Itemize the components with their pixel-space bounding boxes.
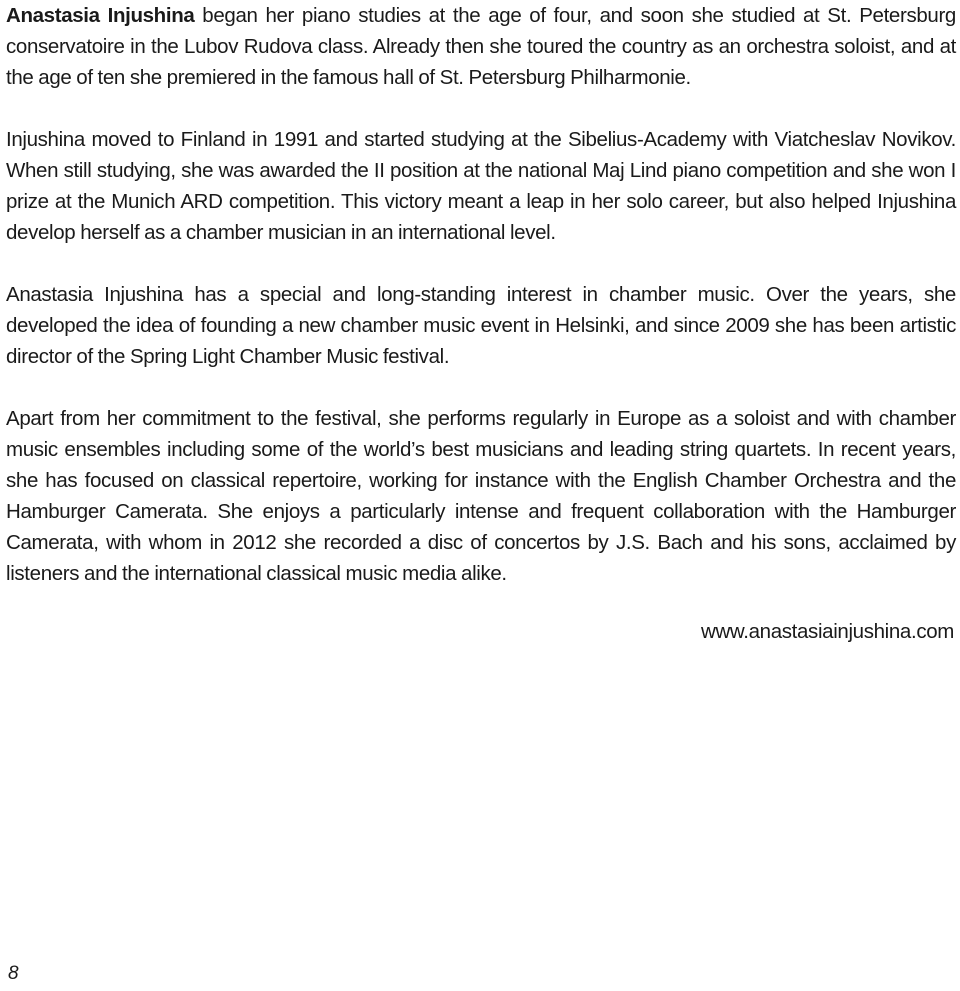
paragraph-text: began her piano studies at the age of four, and soon she studied at St. Petersburg conservatoire in the Lubov Rudova class. Already then she toured the country as an orchestra soloist, and at the age of ten she premiered in the famous hall of St. Petersburg Philharmonie. bbox=[6, 4, 956, 89]
paragraph-early-studies bbox=[6, 0, 956, 93]
website-url: www.anastasiainjushina.com bbox=[701, 620, 954, 643]
paragraph-finland: Injushina moved to Finland in 1991 and started studying at the Sibelius-Academy with Viatcheslav Novikov. When still studying, she was awarded the II position at the national Maj Lind piano competition and she won I prize at the Munich ARD competition. This victory meant a leap in her solo career, but also helped Injushina develop herself as a chamber musician in an international level. bbox=[6, 128, 956, 244]
paragraph-chamber-music: Anastasia Injushina has a special and long-standing interest in chamber music. Over the years, she developed the idea of founding a new chamber music event in Helsinki, and since 2009 she has been artistic director of the Spring Light Chamber Music festival. bbox=[6, 283, 956, 368]
biography-article bbox=[6, 0, 956, 589]
page-number: 8 bbox=[8, 963, 19, 984]
artist-name: Anastasia Injushina bbox=[6, 4, 195, 27]
paragraph-festival-career: Apart from her commitment to the festival, she performs regularly in Europe as a soloist and with chamber music ensembles including some of the world’s best musicians and leading string quartets. In recent years, she has focused on classical repertoire, working for instance with the English Chamber Orchestra and the Hamburger Camerata. She enjoys a particularly intense and frequent collaboration with the Hamburger Camerata, with whom in 2012 she recorded a disc of concertos by J.S. Bach and his sons, acclaimed by listeners and the international classical music media alike. bbox=[6, 407, 956, 585]
